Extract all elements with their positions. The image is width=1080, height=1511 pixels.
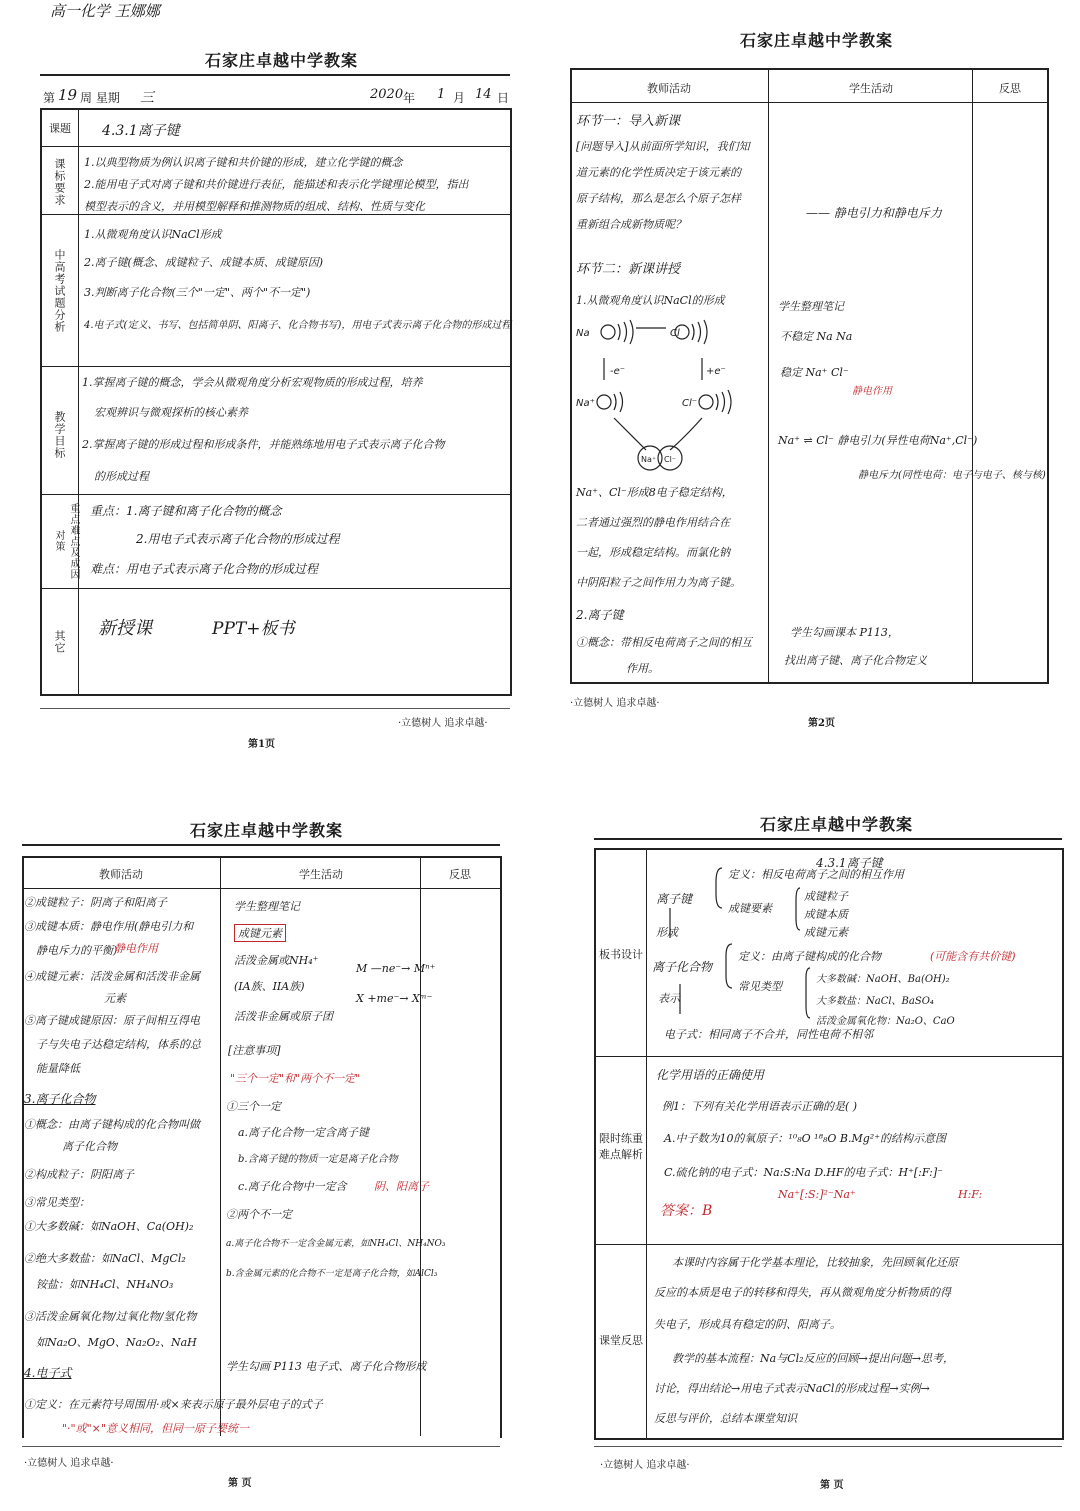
teaching-goals-label: 教学目标 xyxy=(53,411,66,459)
page-1-title: 石家庄卓越中学教案 xyxy=(205,51,359,70)
page-3-number: 第 页 xyxy=(228,1478,252,1489)
page-4-title: 石家庄卓越中学教案 xyxy=(760,815,914,834)
board-design-label: 板书设计 xyxy=(599,948,643,961)
page-4-number: 第 页 xyxy=(820,1480,844,1491)
topic-value: 4.3.1离子键 xyxy=(102,123,180,139)
col-student-activity: 学生活动 xyxy=(849,82,893,95)
page-2-title: 石家庄卓越中学教案 xyxy=(740,31,894,50)
col-teacher-activity: 教师活动 xyxy=(647,82,691,95)
topic-label: 课题 xyxy=(49,122,71,135)
svg-text:Cl⁻: Cl⁻ xyxy=(682,398,698,409)
svg-text:Cl⁻: Cl⁻ xyxy=(664,455,677,464)
curriculum-standard-label: 课标要求 xyxy=(53,158,66,206)
svg-text:Na⁺: Na⁺ xyxy=(576,398,595,409)
drill-analysis-label: 限时练重难点解析 xyxy=(599,1132,643,1161)
page-2-number: 第2页 xyxy=(808,718,835,729)
page-4-footer: ·立德树人 追求卓越· xyxy=(600,1460,690,1471)
page-1-number: 第1页 xyxy=(248,739,275,750)
page-3-footer: ·立德树人 追求卓越· xyxy=(24,1458,114,1469)
page-2-footer: ·立德树人 追求卓越· xyxy=(570,698,660,709)
svg-text:-e⁻: -e⁻ xyxy=(610,366,626,377)
exam-analysis-label: 中高考试题分析 xyxy=(53,249,66,333)
col-student-activity: 学生活动 xyxy=(299,868,343,881)
svg-text:Na⁺: Na⁺ xyxy=(641,455,657,464)
nacl-formation-diagram xyxy=(574,318,764,476)
page-3-title: 石家庄卓越中学教案 xyxy=(190,821,344,840)
board-outline-braces xyxy=(650,864,820,1044)
col-reflection: 反思 xyxy=(449,868,471,881)
class-reflection-label: 课堂反思 xyxy=(599,1334,643,1347)
page-1-footer: ·立德树人 追求卓越· xyxy=(398,718,488,729)
svg-text:Na: Na xyxy=(576,328,590,339)
svg-text:Cl: Cl xyxy=(670,328,680,339)
page-1-table xyxy=(40,108,512,696)
col-reflection: 反思 xyxy=(999,82,1021,95)
svg-text:+e⁻: +e⁻ xyxy=(706,366,726,377)
teacher-signature: 高一化学 王娜娜 xyxy=(50,2,160,20)
other-label: 其它 xyxy=(53,630,66,654)
col-teacher-activity: 教师活动 xyxy=(99,868,143,881)
key-difficulty-label: 重点难点及成因对策 xyxy=(53,502,79,580)
